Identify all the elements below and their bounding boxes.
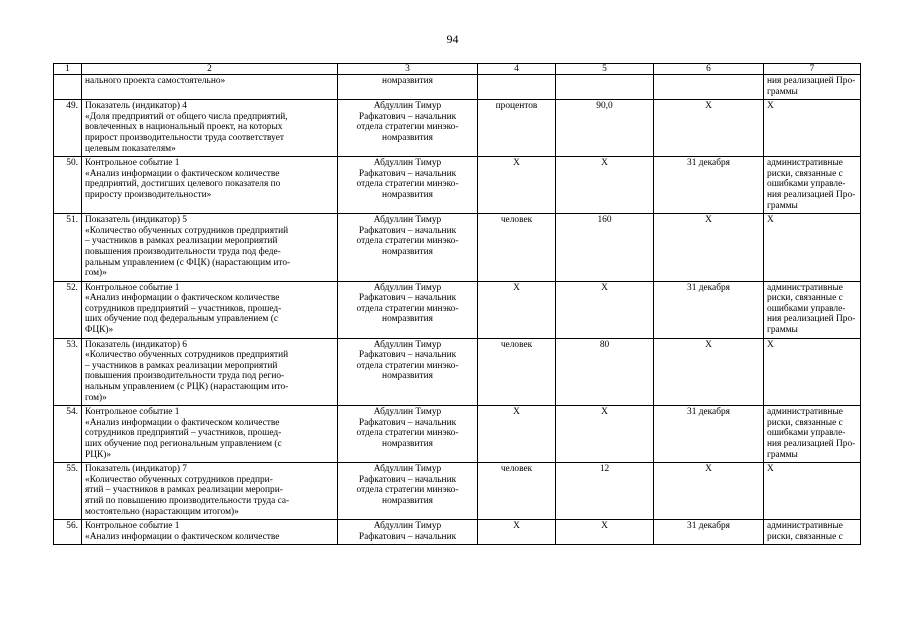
risk-cell: X	[764, 214, 861, 282]
risk-cell: административные риски, связанные с ошибками управле- ния реализацией Про- граммы	[764, 281, 861, 338]
responsible-cell: номразвития	[338, 75, 478, 100]
date-cell: X	[654, 463, 764, 520]
row-number-cell: 49.	[54, 100, 82, 157]
description-cell: Показатель (индикатор) 5 «Количество обученных сотрудников предприятий – участников в рамках реализации мероприятий повышения производительности труда под феде- ральным управлением (с ФЦК) (нарастающим ито- гом)»	[82, 214, 338, 282]
unit-cell: человек	[478, 338, 556, 406]
column-header: 1	[54, 64, 82, 75]
risk-cell: X	[764, 463, 861, 520]
value-cell	[556, 75, 654, 100]
column-header: 6	[654, 64, 764, 75]
description-cell: нального проекта самостоятельно»	[82, 75, 338, 100]
table-row	[54, 281, 861, 338]
page-number: 94	[446, 32, 459, 46]
table-row	[54, 406, 861, 463]
column-header: 5	[556, 64, 654, 75]
unit-cell: человек	[478, 463, 556, 520]
date-cell: X	[654, 338, 764, 406]
description-cell: Показатель (индикатор) 6 «Количество обученных сотрудников предприятий – участников в рамках реализации мероприятий повышения производительности труда под регио- нальным управлением (с РЦК) (нарастающим ито- гом)»	[82, 338, 338, 406]
description-cell: Контрольное событие 1 «Анализ информации о фактическом количестве сотрудников предприятий – участников, прошед- ших обучение под федеральным управлением (с ФЦК)»	[82, 281, 338, 338]
responsible-cell: Абдуллин Тимур Рафкатович – начальник отдела стратегии минэко- номразвития	[338, 157, 478, 214]
responsible-cell: Абдуллин Тимур Рафкатович – начальник отдела стратегии минэко- номразвития	[338, 406, 478, 463]
column-header: 7	[764, 64, 861, 75]
unit-cell: X	[478, 157, 556, 214]
responsible-cell: Абдуллин Тимур Рафкатович – начальник отдела стратегии минэко- номразвития	[338, 281, 478, 338]
row-number-cell: 54.	[54, 406, 82, 463]
responsible-cell: Абдуллин Тимур Рафкатович – начальник отдела стратегии минэко- номразвития	[338, 338, 478, 406]
column-header: 2	[82, 64, 338, 75]
unit-cell: X	[478, 520, 556, 545]
description-cell: Показатель (индикатор) 7 «Количество обученных сотрудников предпри- ятий – участников в рамках реализации меропри- ятий по повышению производительности труда са- мостоятельно (нарастающим итогом)»	[82, 463, 338, 520]
table-row	[54, 463, 861, 520]
value-cell: X	[556, 281, 654, 338]
value-cell: X	[556, 520, 654, 545]
date-cell: 31 декабря	[654, 520, 764, 545]
unit-cell: процентов	[478, 100, 556, 157]
table-row	[54, 214, 861, 282]
description-cell: Контрольное событие 1 «Анализ информации о фактическом количестве сотрудников предприятий – участников, прошед- ших обучение под региональным управлением (с РЦК)»	[82, 406, 338, 463]
column-header: 3	[338, 64, 478, 75]
responsible-cell: Абдуллин Тимур Рафкатович – начальник отдела стратегии минэко- номразвития	[338, 463, 478, 520]
risk-cell: административные риски, связанные с ошибками управле- ния реализацией Про- граммы	[764, 157, 861, 214]
table-row	[54, 157, 861, 214]
unit-cell: X	[478, 281, 556, 338]
value-cell: 160	[556, 214, 654, 282]
responsible-cell: Абдуллин Тимур Рафкатович – начальник отдела стратегии минэко- номразвития	[338, 214, 478, 282]
risk-cell: X	[764, 100, 861, 157]
unit-cell: человек	[478, 214, 556, 282]
risk-cell: административные риски, связанные с	[764, 520, 861, 545]
risk-cell: X	[764, 338, 861, 406]
date-cell: X	[654, 100, 764, 157]
date-cell: 31 декабря	[654, 157, 764, 214]
date-cell	[654, 75, 764, 100]
value-cell: 12	[556, 463, 654, 520]
column-header-row	[54, 64, 861, 75]
responsible-cell: Абдуллин Тимур Рафкатович – начальник	[338, 520, 478, 545]
unit-cell: X	[478, 406, 556, 463]
value-cell: 90,0	[556, 100, 654, 157]
plan-table	[53, 63, 861, 545]
row-number-cell: 52.	[54, 281, 82, 338]
risk-cell: административные риски, связанные с ошибками управле- ния реализацией Про- граммы	[764, 406, 861, 463]
row-number-cell: 50.	[54, 157, 82, 214]
table-row	[54, 100, 861, 157]
table-row	[54, 75, 861, 100]
unit-cell	[478, 75, 556, 100]
value-cell: X	[556, 157, 654, 214]
risk-cell: ния реализацией Про- граммы	[764, 75, 861, 100]
description-cell: Контрольное событие 1 «Анализ информации о фактическом количестве предприятий, достигших целевого показателя по приросту производительности»	[82, 157, 338, 214]
date-cell: 31 декабря	[654, 281, 764, 338]
row-number-cell: 55.	[54, 463, 82, 520]
value-cell: X	[556, 406, 654, 463]
responsible-cell: Абдуллин Тимур Рафкатович – начальник отдела стратегии минэко- номразвития	[338, 100, 478, 157]
date-cell: 31 декабря	[654, 406, 764, 463]
description-cell: Контрольное событие 1 «Анализ информации о фактическом количестве	[82, 520, 338, 545]
row-number-cell: 51.	[54, 214, 82, 282]
date-cell: X	[654, 214, 764, 282]
description-cell: Показатель (индикатор) 4 «Доля предприятий от общего числа предприятий, вовлеченных в национальный проект, на которых прирост производительности труда соответствует целевым показателям»	[82, 100, 338, 157]
column-header: 4	[478, 64, 556, 75]
table-row	[54, 520, 861, 545]
value-cell: 80	[556, 338, 654, 406]
table-row	[54, 338, 861, 406]
row-number-cell: 56.	[54, 520, 82, 545]
row-number-cell: 53.	[54, 338, 82, 406]
row-number-cell	[54, 75, 82, 100]
